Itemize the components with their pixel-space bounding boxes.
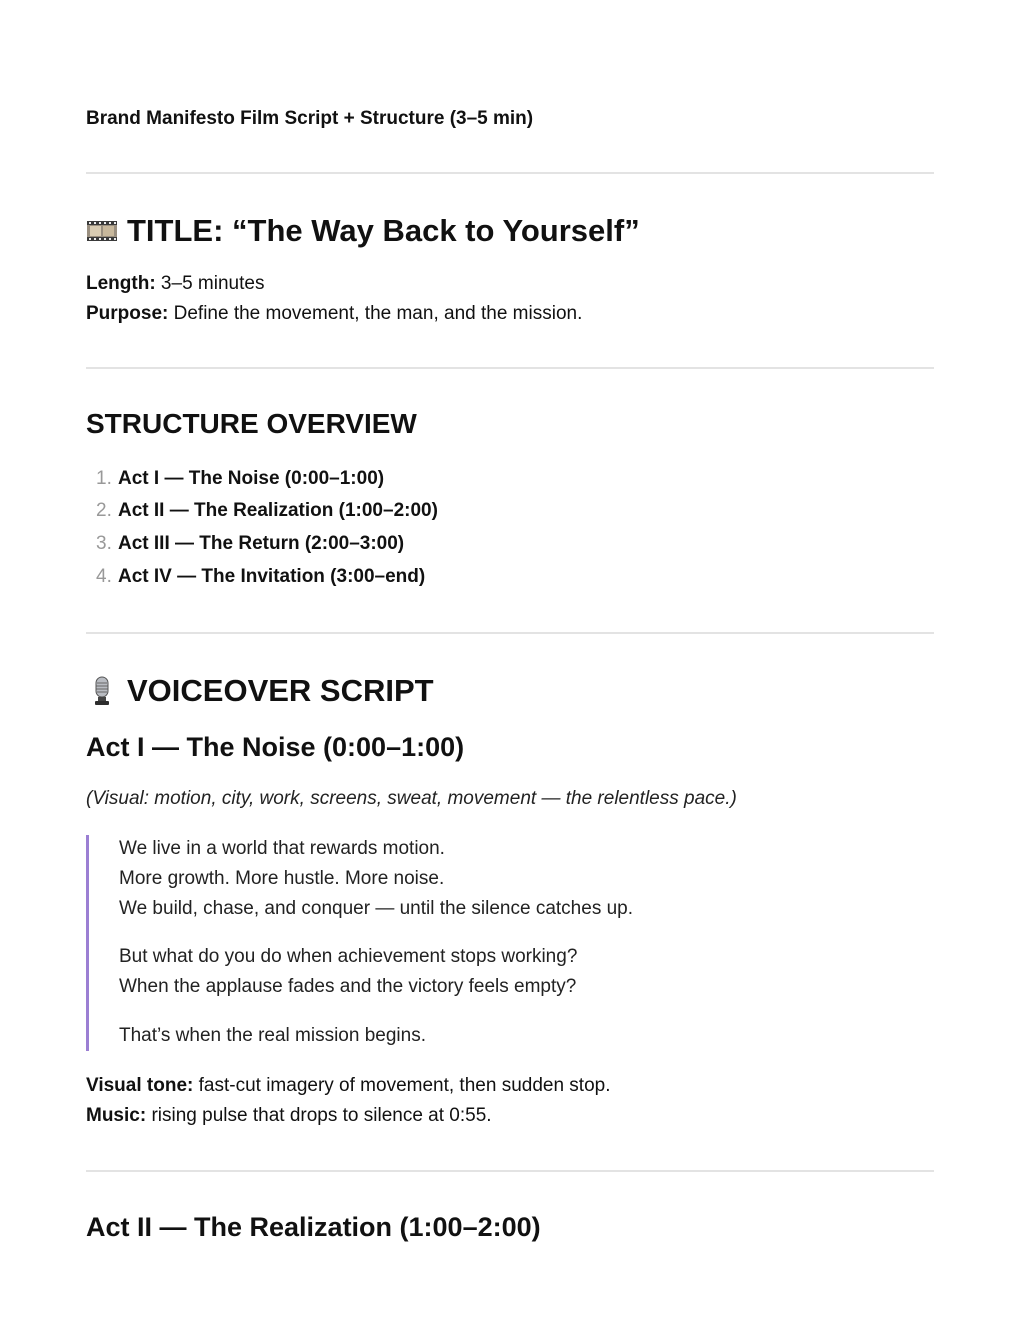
visual-tone-line [86,1074,611,1098]
document-title: Brand Manifesto Film Script + Structure (3–5 min) [86,108,534,129]
voiceover-heading-row [86,673,434,709]
quote-line: More growth. More hustle. More noise. [119,868,445,889]
microphone-icon [86,675,118,707]
title-heading: TITLE: “The Way Back to Yourself” [127,213,640,248]
list-item-label: Act I — The Noise (0:00–1:00) [118,468,385,489]
length-line [86,272,264,296]
list-item-number: 1. [96,468,112,489]
quote-line: But what do you do when achievement stops working? [119,946,578,967]
list-item-number: 2. [96,500,112,521]
list-item [96,565,425,589]
music-value: rising pulse that drops to silence at 0:55. [146,1105,492,1126]
film-reel-icon [86,215,118,247]
quote-line: That’s when the real mission begins. [119,1025,426,1046]
divider [86,632,934,634]
visual-tone-label: Visual tone: [86,1075,194,1096]
music-line [86,1104,492,1128]
structure-heading: STRUCTURE OVERVIEW [86,408,417,439]
purpose-line [86,302,582,326]
quote-line: We live in a world that rewards motion. [119,838,445,859]
blockquote-bar [86,835,89,1051]
voiceover-heading: VOICEOVER SCRIPT [127,673,434,708]
length-value: 3–5 minutes [155,273,265,294]
purpose-value: Define the movement, the man, and the mission. [168,303,583,324]
quote-line: We build, chase, and conquer — until the silence catches up. [119,898,634,919]
music-label: Music: [86,1105,147,1126]
list-item-label: Act II — The Realization (1:00–2:00) [118,500,438,521]
list-item [96,499,438,523]
list-item-label: Act III — The Return (2:00–3:00) [118,533,405,554]
divider [86,1170,934,1172]
quote-line: When the applause fades and the victory feels empty? [119,976,577,997]
list-item-label: Act IV — The Invitation (3:00–end) [118,566,426,587]
act2-heading: Act II — The Realization (1:00–2:00) [86,1212,541,1242]
list-item-number: 3. [96,533,112,554]
list-item-number: 4. [96,566,112,587]
list-item [96,532,404,556]
list-item [96,467,384,491]
divider [86,367,934,369]
length-label: Length: [86,273,156,294]
act1-visual-note: (Visual: motion, city, work, screens, sweat, movement — the relentless pace.) [86,788,737,809]
visual-tone-value: fast-cut imagery of movement, then sudden stop. [193,1075,611,1096]
title-heading-row [86,213,640,249]
purpose-label: Purpose: [86,303,169,324]
act1-heading: Act I — The Noise (0:00–1:00) [86,732,465,762]
divider [86,172,934,174]
